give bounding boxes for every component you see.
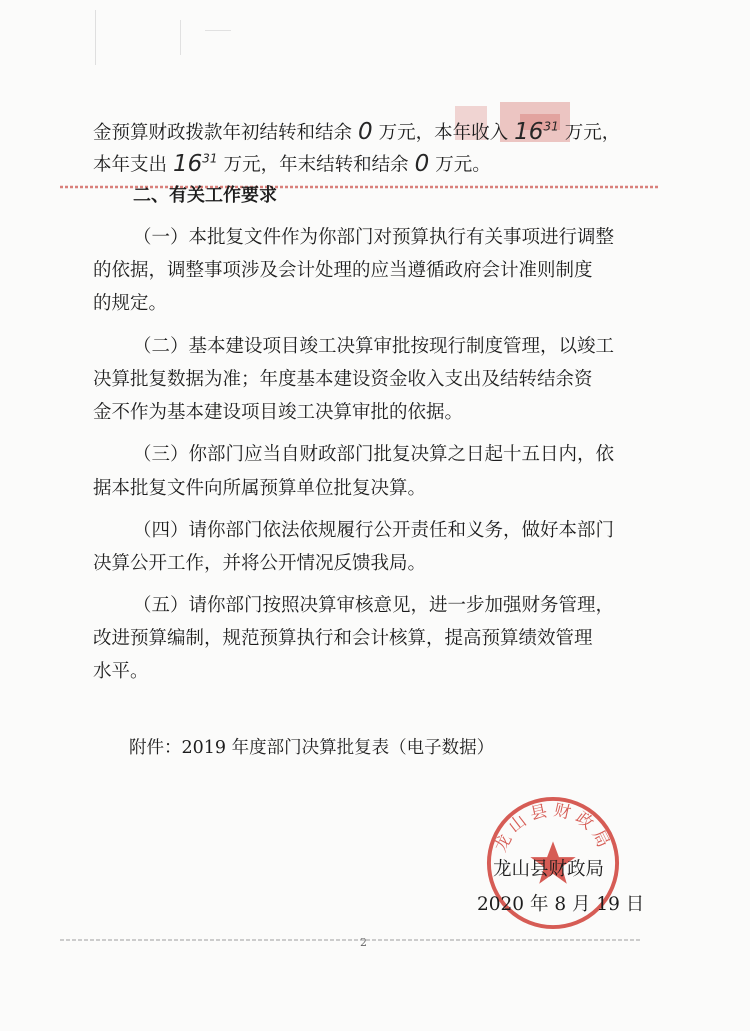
svg-text:龙山县财政局: 龙山县财政局 xyxy=(489,799,617,855)
item-5-line-1: （五）请你部门按照决算审核意见，进一步加强财务管理， xyxy=(133,595,615,616)
issuer-name: 龙山县财政局 xyxy=(493,859,605,880)
item-4-line-2: 决算公开工作，并将公开情况反馈我局。 xyxy=(93,553,427,574)
item-2-line-1: （二）基本建设项目竣工决算审批按现行制度管理，以竣工 xyxy=(133,336,615,357)
item-2-line-2: 决算批复数据为准；年度基本建设资金收入支出及结转结余资 xyxy=(93,369,593,390)
item-2-line-3: 金不作为基本建设项目竣工决算审批的依据。 xyxy=(93,402,464,423)
continuation-line-1: 金预算财政拨款年初结转和结余 0 万元，本年收入 $16^{31}$ 万元， xyxy=(93,118,621,145)
issue-date: 2020 年 8 月 19 日 xyxy=(477,894,645,915)
section-heading: 二、有关工作要求 xyxy=(133,185,277,206)
handwritten-amount: 0 xyxy=(358,118,373,145)
page-number: 2 xyxy=(360,936,367,949)
handwritten-amount: $16^{31}$ xyxy=(173,150,218,177)
item-3-line-1: （三）你部门应当自财政部门批复决算之日起十五日内，依 xyxy=(133,444,615,465)
continuation-line-2: 本年支出 $16^{31}$ 万元，年末结转和结余 0 万元。 xyxy=(93,150,491,177)
bottom-rule xyxy=(60,936,640,944)
item-5-line-2: 改进预算编制，规范预算执行和会计核算，提高预算绩效管理 xyxy=(93,628,593,649)
item-1-line-1: （一）本批复文件作为你部门对预算执行有关事项进行调整 xyxy=(133,227,615,248)
item-4-line-1: （四）请你部门依法依规履行公开责任和义务，做好本部门 xyxy=(133,520,615,541)
item-1-line-3: 的规定。 xyxy=(93,293,168,314)
handwritten-amount: 0 xyxy=(414,150,430,177)
item-5-line-3: 水平。 xyxy=(93,661,149,682)
attachment-note: 附件：2019 年度部门决算批复表（电子数据） xyxy=(129,738,495,758)
item-1-line-2: 的依据，调整事项涉及会计处理的应当遵循政府会计准则制度 xyxy=(93,260,593,281)
item-3-line-2: 据本批复文件向所属预算单位批复决算。 xyxy=(93,478,427,499)
handwritten-amount: $16^{31}$ xyxy=(514,118,559,145)
